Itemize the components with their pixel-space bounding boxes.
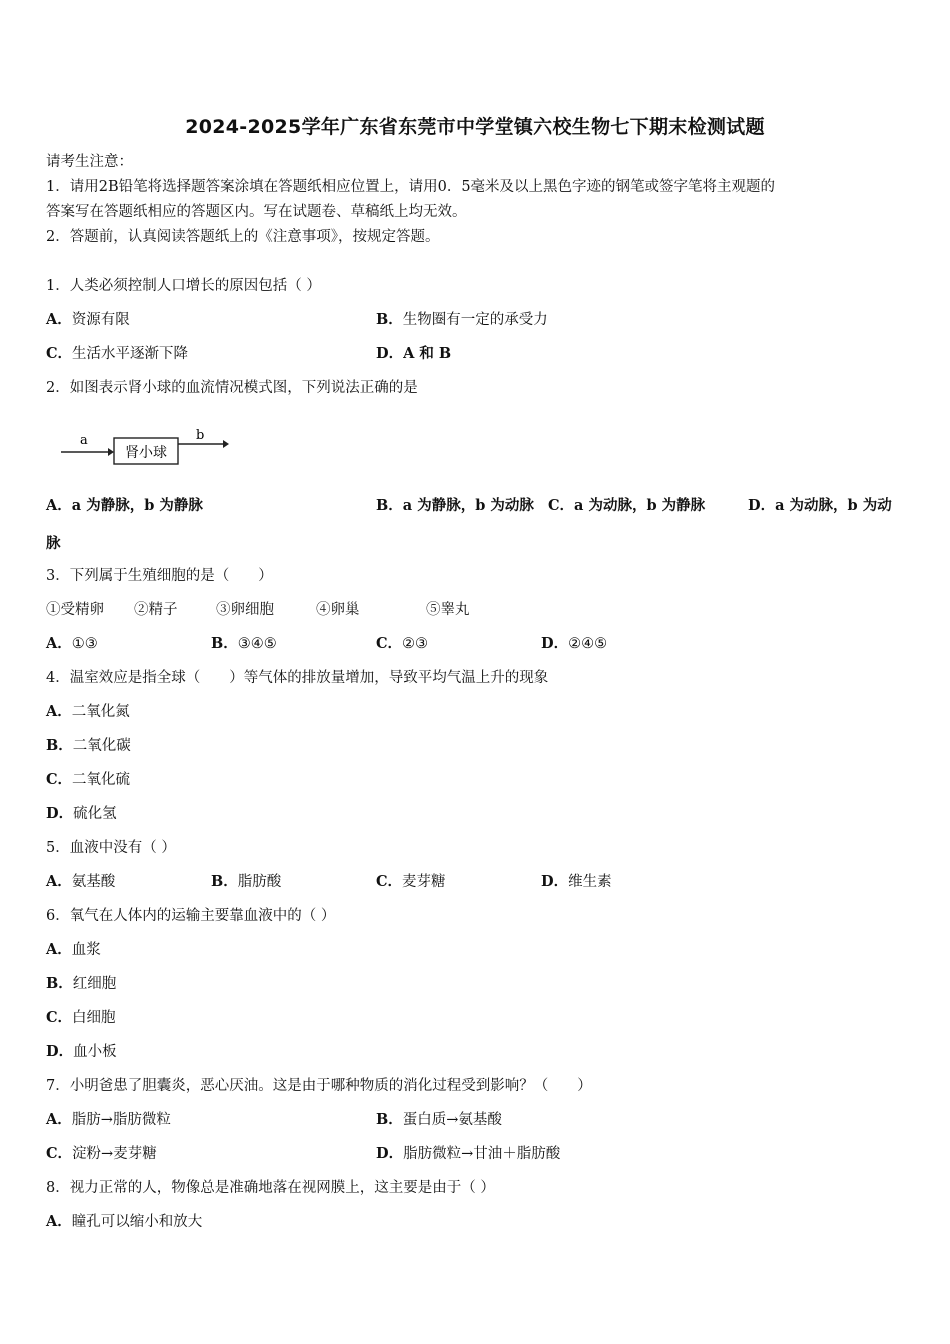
q2-option-c [548,496,705,516]
option-key: C． [46,1145,73,1162]
option-text: 白细胞 [72,1010,116,1026]
option-text: ②④⑤ [568,636,608,652]
option-text: a 为动脉，b 为动 [775,497,892,514]
option-text: 红细胞 [72,976,117,992]
option-text: 生物圈有一定的承受力 [402,312,548,328]
option-key: B． [376,1111,403,1128]
option-key: D． [46,1043,74,1060]
option-text: 瞳孔可以缩小和放大 [71,1214,203,1230]
option-text: 脂肪酸 [237,874,282,890]
q2-stem: 2．如图表示肾小球的血流情况模式图，下列说法正确的是 [46,380,418,396]
q6-option-d [46,1042,117,1062]
option-text: 资源有限 [71,312,130,328]
option-key: A． [46,1213,72,1230]
q3-option-a [46,634,98,654]
arrow-a-head [108,448,114,456]
option-key: D． [46,805,74,822]
q4-option-c [46,770,130,790]
option-key: D． [376,1145,404,1162]
option-key: C． [46,1009,73,1026]
q3-option-d [541,634,607,654]
option-key: A． [46,1111,72,1128]
q1-stem: 1．人类必须控制人口增长的原因包括（ ） [46,278,321,294]
notice-line-3: 2．答题前，认真阅读答题纸上的《注意事项》，按规定答题。 [46,229,440,245]
option-text: 淀粉→麦芽糖 [72,1146,157,1162]
option-key: C． [376,635,403,652]
notice-line-2: 答案写在答题纸相应的答题区内。写在试题卷、草稿纸上均无效。 [46,204,467,220]
q1-option-a [46,310,130,330]
option-key: D． [376,345,404,362]
q3-item-1: ①受精卵 [46,602,104,618]
q6-option-a [46,940,101,960]
q1-option-b [376,310,548,330]
option-key: C． [46,771,73,788]
glomerulus-diagram [58,426,238,470]
q6-stem: 6．氧气在人体内的运输主要靠血液中的（ ） [46,908,336,924]
option-text: ①③ [71,636,98,652]
option-text: 生活水平逐渐下降 [72,346,189,362]
option-text: 二氧化碳 [72,738,131,754]
option-text: 二氧化氮 [71,704,130,720]
q3-item-3: ③卵细胞 [216,602,274,618]
option-key: C． [376,873,403,890]
arrow-b-head [223,440,229,448]
glomerulus-label: 肾小球 [125,445,167,461]
option-text: ②③ [402,636,429,652]
q3-option-b [211,634,277,654]
q3-item-5: ⑤睾丸 [426,602,470,618]
q8-option-a [46,1212,202,1232]
option-text: 维生素 [568,874,612,890]
label-b: b [196,428,205,443]
q4-option-b [46,736,131,756]
option-key: B． [46,737,73,754]
notice-heading: 请考生注意： [46,154,133,170]
q5-stem: 5．血液中没有（ ） [46,840,176,856]
option-text: a 为动脉，b 为静脉 [574,497,706,514]
notice-line-1: 1．请用2B铅笔将选择题答案涂填在答题纸相应位置上，请用0．5毫米及以上黑色字迹的钢笔或签字笔将主观题的 [46,179,776,195]
option-text: 二氧化硫 [72,772,131,788]
option-key: C． [548,497,575,514]
q7-stem: 7．小明爸患了胆囊炎，恶心厌油。这是由于哪种物质的消化过程受到影响？（ ） [46,1078,592,1094]
q3-stem: 3．下列属于生殖细胞的是（ ） [46,568,273,584]
option-key: B． [376,311,403,328]
q7-option-d [376,1144,560,1164]
option-text: 硫化氢 [73,806,117,822]
q1-option-d [376,344,451,364]
q6-option-b [46,974,116,994]
q2-option-d-wrap: 脉 [46,535,61,552]
option-text: 脂肪微粒→甘油＋脂肪酸 [403,1146,561,1162]
option-key: C． [46,345,73,362]
option-text: A 和 B [403,345,452,362]
q2-option-b [376,496,534,516]
q6-option-c [46,1008,116,1028]
option-key: B． [211,873,238,890]
option-key: A． [46,497,72,514]
option-text: a 为静脉，b 为静脉 [71,497,203,514]
q5-option-b [211,872,281,892]
q7-option-c [46,1144,157,1164]
option-key: B． [46,975,73,992]
q1-option-c [46,344,188,364]
q5-option-c [376,872,446,892]
option-key: D． [748,497,776,514]
option-key: A． [46,873,72,890]
option-text: 血浆 [71,942,101,958]
option-text: a 为静脉，b 为动脉 [402,497,534,514]
label-a: a [80,433,88,448]
q8-stem: 8．视力正常的人，物像总是准确地落在视网膜上，这主要是由于（ ） [46,1180,495,1196]
q4-option-a [46,702,130,722]
option-key: B． [376,497,403,514]
q5-option-d [541,872,612,892]
option-key: A． [46,703,72,720]
option-key: A． [46,635,72,652]
option-key: A． [46,311,72,328]
q4-option-d [46,804,117,824]
q7-option-a [46,1110,171,1130]
q3-option-c [376,634,428,654]
option-text: ③④⑤ [237,636,277,652]
option-text: 氨基酸 [71,874,116,890]
option-text: 麦芽糖 [402,874,446,890]
page-title: 2024-2025学年广东省东莞市中学堂镇六校生物七下期末检测试题 [185,116,765,138]
q7-option-b [376,1110,502,1130]
q2-option-a [46,496,203,516]
option-text: 蛋白质→氨基酸 [402,1112,502,1128]
option-text: 血小板 [73,1044,117,1060]
option-key: D． [541,635,569,652]
option-key: B． [211,635,238,652]
q4-stem: 4．温室效应是指全球（ ）等气体的排放量增加，导致平均气温上升的现象 [46,670,549,686]
option-key: D． [541,873,569,890]
q3-item-2: ②精子 [134,602,178,618]
q5-option-a [46,872,115,892]
q2-option-d [748,496,892,516]
option-key: A． [46,941,72,958]
option-text: 脂肪→脂肪微粒 [71,1112,171,1128]
q3-item-4: ④卵巢 [316,602,360,618]
